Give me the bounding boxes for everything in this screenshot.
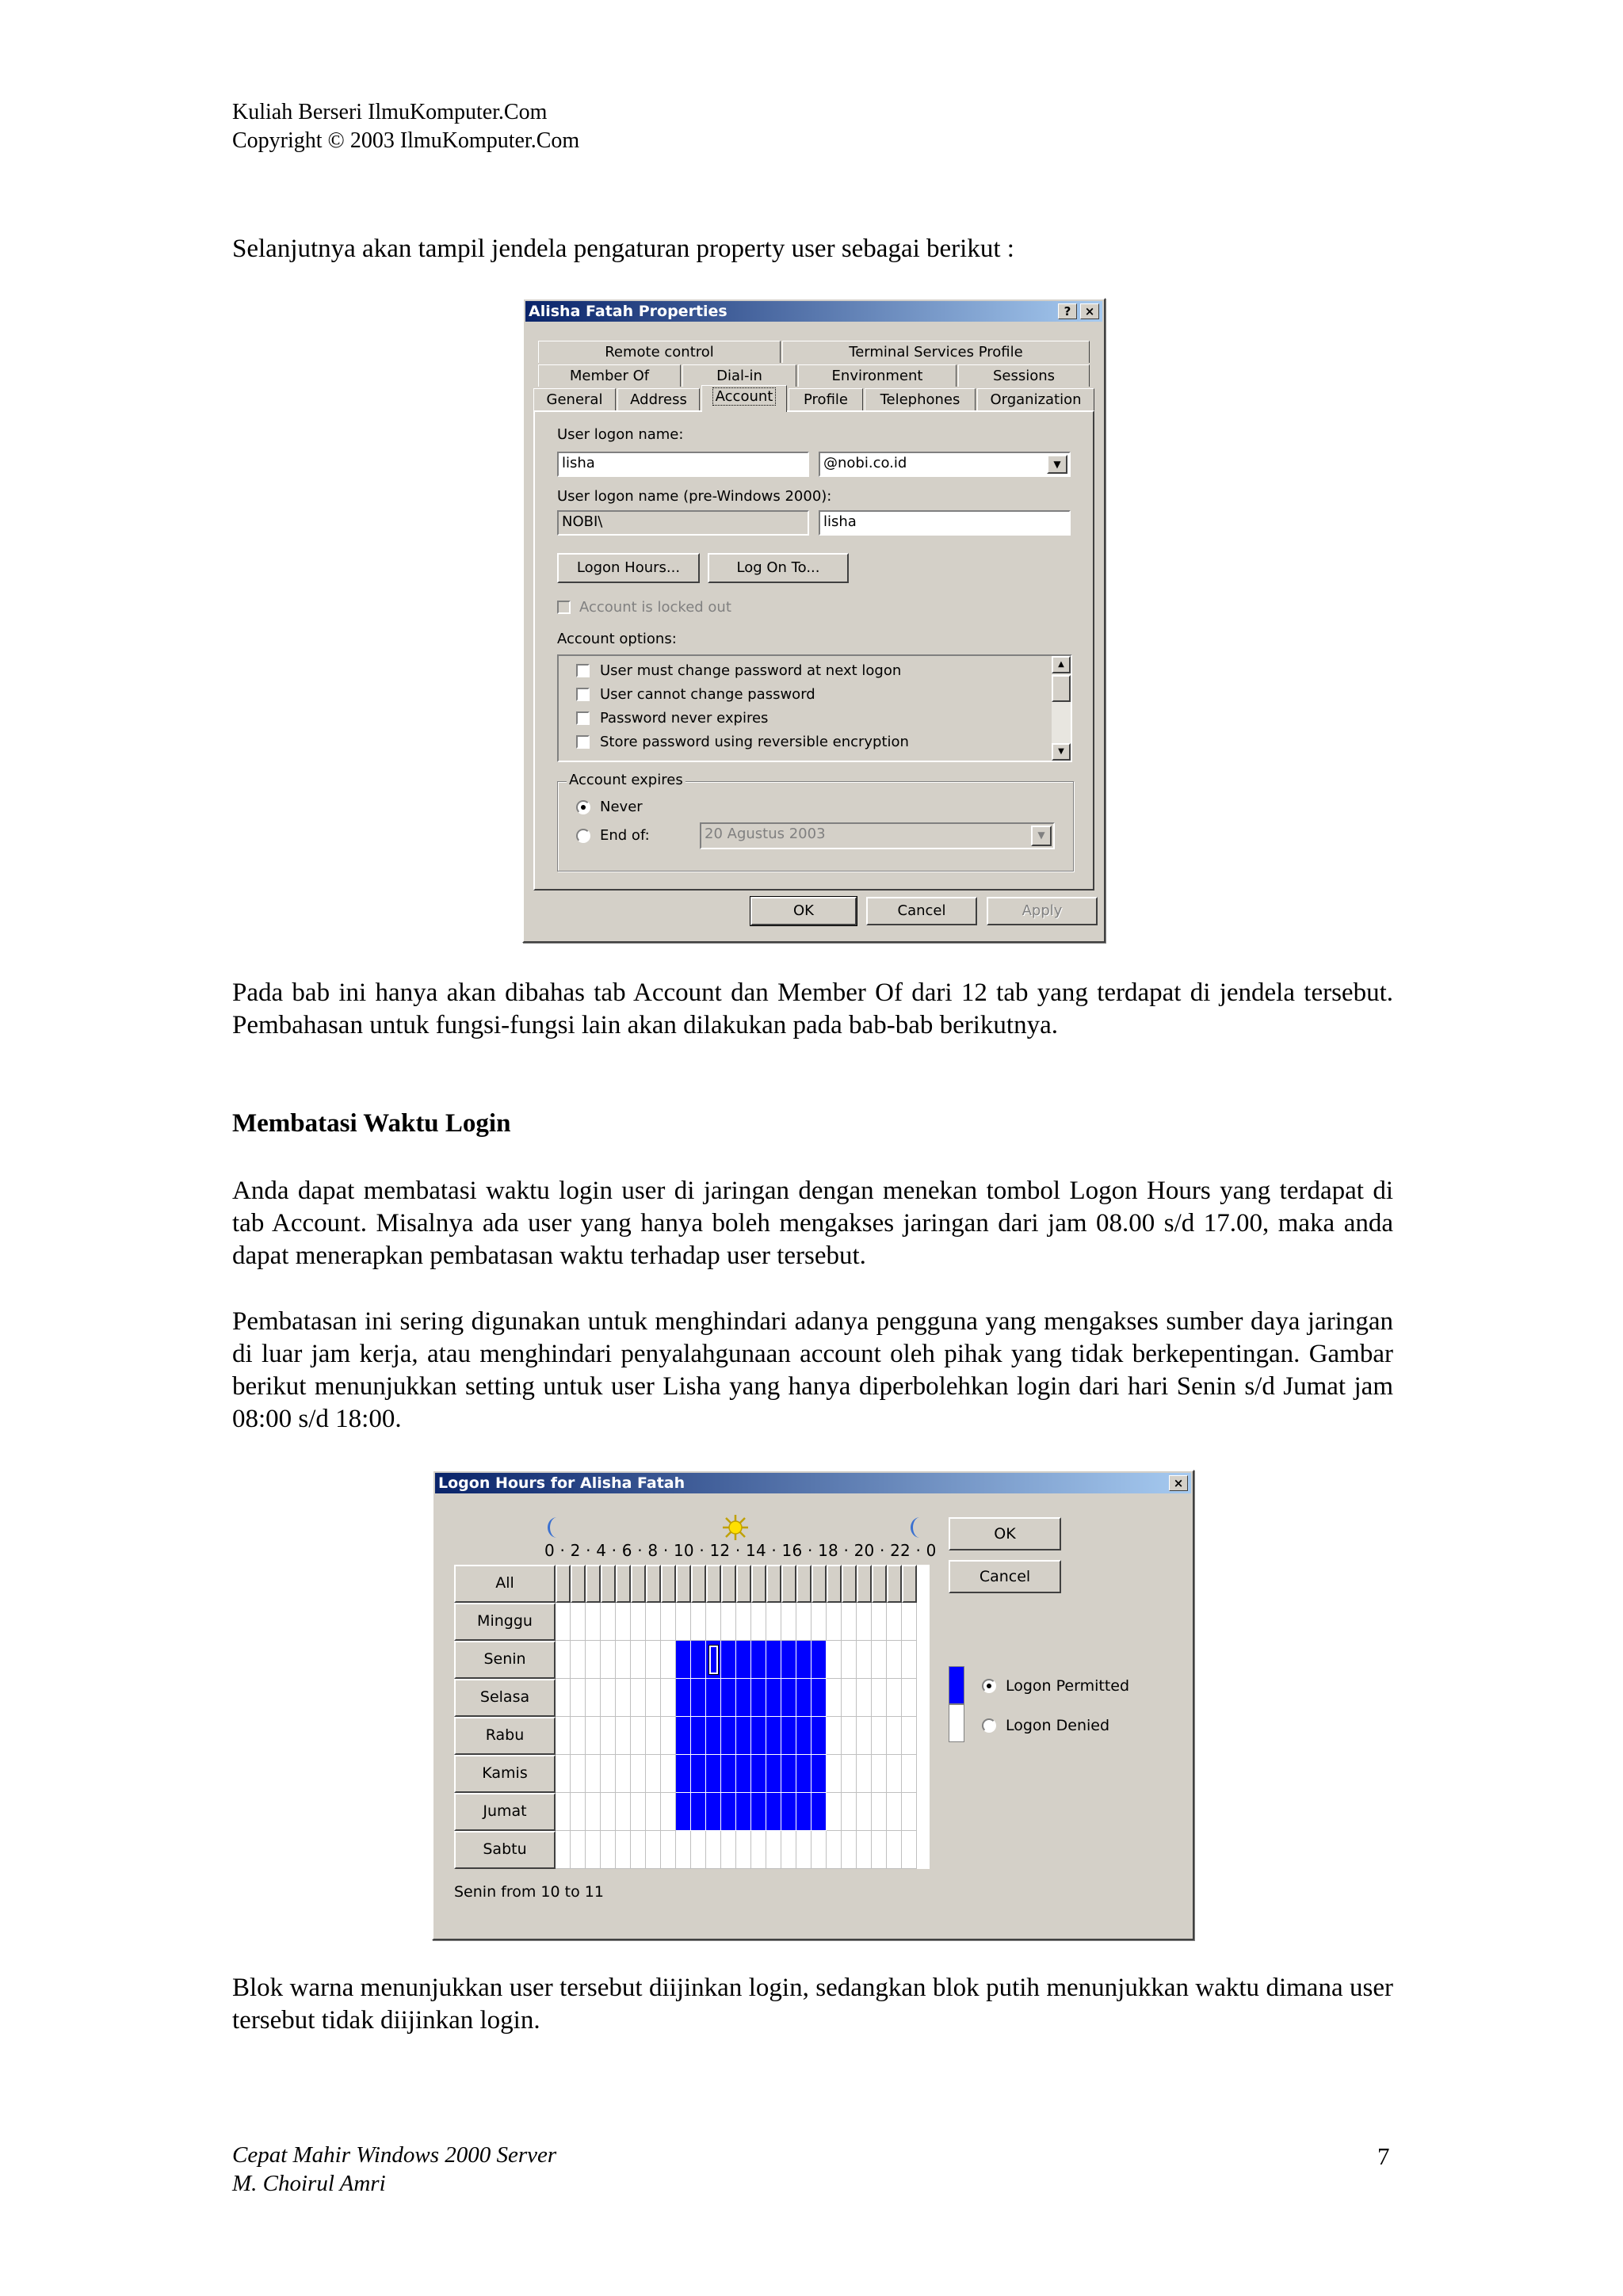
hour-column-button[interactable] [691, 1565, 706, 1603]
hour-column-button[interactable] [872, 1565, 887, 1603]
tab-sessions[interactable]: Sessions [958, 364, 1090, 387]
hour-column-button[interactable] [601, 1565, 616, 1603]
hour-cell-permitted[interactable] [736, 1717, 751, 1755]
hour-cell-denied[interactable] [827, 1831, 842, 1869]
header-line-1: Kuliah Berseri IlmuKomputer.Com [232, 100, 548, 124]
hour-cell-denied[interactable] [571, 1793, 586, 1831]
hour-cell-permitted[interactable] [706, 1793, 721, 1831]
hour-column-button[interactable] [827, 1565, 842, 1603]
hour-cell-denied[interactable] [661, 1793, 676, 1831]
hour-cell-denied[interactable] [601, 1717, 616, 1755]
hour-cell-denied[interactable] [827, 1641, 842, 1679]
hour-cell-denied[interactable] [556, 1755, 571, 1793]
tab-account[interactable]: Account [701, 385, 787, 412]
running-header [232, 98, 579, 155]
hour-cell-permitted[interactable] [736, 1679, 751, 1717]
never-radio[interactable] [576, 800, 590, 814]
hour-cell-denied[interactable] [661, 1679, 676, 1717]
hour-cell-denied[interactable] [616, 1831, 631, 1869]
hour-column-button[interactable] [902, 1565, 917, 1603]
hour-cell-denied[interactable] [601, 1755, 616, 1793]
tab-address[interactable]: Address [617, 388, 700, 410]
hour-cell-denied[interactable] [646, 1679, 661, 1717]
hour-cell-denied[interactable] [646, 1831, 661, 1869]
hour-column-button[interactable] [857, 1565, 872, 1603]
hour-cell-denied[interactable] [827, 1603, 842, 1641]
hour-cell-permitted[interactable] [751, 1641, 766, 1679]
tab-dial-in[interactable]: Dial-in [682, 364, 796, 387]
option-label: Password never expires [600, 710, 769, 727]
hour-cell-denied[interactable] [586, 1793, 601, 1831]
hour-cell-denied[interactable] [646, 1717, 661, 1755]
moon-icon [909, 1516, 928, 1539]
hour-cell-denied[interactable] [571, 1641, 586, 1679]
pre2000-logon-input[interactable]: lisha [819, 510, 1071, 536]
intro-text: Selanjutnya akan tampil jendela pengaturan property user sebagai berikut : [232, 235, 1014, 263]
hour-cell-permitted[interactable] [721, 1793, 736, 1831]
hour-cell-denied[interactable] [586, 1641, 601, 1679]
hour-cell-denied[interactable] [691, 1831, 706, 1869]
hour-cell-permitted[interactable] [796, 1793, 812, 1831]
hour-cell-denied[interactable] [631, 1679, 646, 1717]
footer-author: M. Choirul Amri [232, 2171, 386, 2196]
hour-cell-permitted[interactable] [766, 1755, 781, 1793]
hour-cell-permitted[interactable] [751, 1755, 766, 1793]
hour-cell-denied[interactable] [691, 1603, 706, 1641]
hour-cell-denied[interactable] [887, 1641, 902, 1679]
hour-cell-denied[interactable] [857, 1641, 872, 1679]
logon-permitted-radio[interactable] [982, 1679, 996, 1693]
hour-cell-denied[interactable] [902, 1755, 917, 1793]
footer [232, 2141, 556, 2198]
hour-cell-denied[interactable] [887, 1679, 902, 1717]
header-line-2: Copyright © 2003 IlmuKomputer.Com [232, 128, 580, 153]
ok-button[interactable]: OK [750, 897, 857, 925]
hour-cell-permitted[interactable] [751, 1793, 766, 1831]
hour-cell-permitted[interactable] [676, 1679, 691, 1717]
option-label: Store password using reversible encryption [600, 734, 909, 750]
hour-cell-denied[interactable] [586, 1831, 601, 1869]
hour-cell-permitted[interactable] [721, 1717, 736, 1755]
hour-cell-denied[interactable] [842, 1641, 857, 1679]
hour-cell-permitted[interactable] [706, 1755, 721, 1793]
hour-cell-denied[interactable] [616, 1679, 631, 1717]
hour-cell-permitted[interactable] [812, 1717, 827, 1755]
hour-cell-permitted[interactable] [812, 1641, 827, 1679]
hour-column-button[interactable] [766, 1565, 781, 1603]
hour-cell-permitted[interactable] [691, 1755, 706, 1793]
close-button[interactable]: × [1080, 303, 1099, 319]
account-options-list [557, 654, 1072, 762]
option-label: User must change password at next logon [600, 662, 902, 679]
hour-cell-permitted[interactable] [706, 1717, 721, 1755]
hour-column-button[interactable] [736, 1565, 751, 1603]
hour-cell-denied[interactable] [616, 1603, 631, 1641]
paragraph-1: Pada bab ini hanya akan dibahas tab Account dan Member Of dari 12 tab yang terdapat di jendela tersebut. Pembahasan untuk fungsi-fungsi lain akan dilakukan pada bab-bab berikutnya. [232, 978, 1393, 1039]
footer-title: Cepat Mahir Windows 2000 Server [232, 2142, 557, 2168]
tab-profile[interactable]: Profile [789, 388, 863, 410]
hour-cell-denied[interactable] [586, 1717, 601, 1755]
logon-hours-dialog [432, 1470, 1194, 1940]
hour-cell-permitted[interactable] [781, 1641, 796, 1679]
hour-cell-denied[interactable] [887, 1603, 902, 1641]
hour-cell-denied[interactable] [586, 1755, 601, 1793]
all-button[interactable]: All [454, 1565, 556, 1603]
hour-cell-denied[interactable] [812, 1831, 827, 1869]
hour-cell-denied[interactable] [571, 1755, 586, 1793]
close-button[interactable]: × [1169, 1475, 1188, 1491]
hours-scale: 0 · 2 · 4 · 6 · 8 · 10 · 12 · 14 · 16 · 18 · 20 · 22 · 0 [544, 1541, 937, 1560]
hour-cell-denied[interactable] [842, 1603, 857, 1641]
hour-cell-permitted[interactable] [766, 1793, 781, 1831]
domain-select[interactable] [819, 452, 1071, 477]
option-checkbox[interactable] [576, 711, 590, 725]
option-checkbox[interactable] [576, 735, 590, 749]
hour-cell-denied[interactable] [601, 1831, 616, 1869]
hour-cell-permitted[interactable] [736, 1755, 751, 1793]
hour-cell-permitted[interactable] [781, 1717, 796, 1755]
day-row-button[interactable]: Kamis [454, 1755, 556, 1793]
hour-cell-permitted[interactable] [676, 1717, 691, 1755]
hour-cell-denied[interactable] [872, 1603, 887, 1641]
sun-icon [722, 1514, 749, 1541]
hour-cell-denied[interactable] [736, 1603, 751, 1641]
hour-cell-denied[interactable] [646, 1793, 661, 1831]
hour-cell-denied[interactable] [571, 1603, 586, 1641]
status-text: Senin from 10 to 11 [454, 1883, 604, 1901]
properties-titlebar [525, 301, 1102, 322]
hour-cell-permitted[interactable] [812, 1755, 827, 1793]
day-row-button[interactable]: Selasa [454, 1679, 556, 1717]
logon-hours-titlebar [435, 1473, 1191, 1493]
hour-cell-denied[interactable] [661, 1641, 676, 1679]
hour-cell-denied[interactable] [751, 1603, 766, 1641]
logon-hours-grid[interactable] [454, 1565, 930, 1869]
hour-cell-denied[interactable] [872, 1717, 887, 1755]
hour-cell-denied[interactable] [676, 1831, 691, 1869]
hour-cell-denied[interactable] [842, 1831, 857, 1869]
tab-terminal-services-profile[interactable]: Terminal Services Profile [782, 341, 1090, 363]
tab-telephones[interactable]: Telephones [865, 388, 976, 410]
day-row-button[interactable]: Minggu [454, 1603, 556, 1641]
hour-cell-permitted[interactable] [706, 1679, 721, 1717]
cancel-button[interactable]: Cancel [949, 1560, 1061, 1593]
hour-cell-permitted[interactable] [691, 1717, 706, 1755]
hour-cell-denied[interactable] [902, 1679, 917, 1717]
hour-cell-denied[interactable] [857, 1831, 872, 1869]
properties-title: Alisha Fatah Properties [529, 303, 727, 320]
tab-environment[interactable]: Environment [798, 364, 957, 387]
help-button[interactable]: ? [1058, 303, 1077, 319]
hour-cell-denied[interactable] [812, 1603, 827, 1641]
hour-cell-denied[interactable] [781, 1831, 796, 1869]
apply-button: Apply [987, 897, 1098, 925]
day-row-button[interactable]: Rabu [454, 1717, 556, 1755]
hour-cell-denied[interactable] [601, 1793, 616, 1831]
hour-cell-denied[interactable] [887, 1831, 902, 1869]
hour-cell-denied[interactable] [902, 1603, 917, 1641]
hour-cell-denied[interactable] [661, 1831, 676, 1869]
hour-cell-denied[interactable] [601, 1679, 616, 1717]
hour-cell-permitted[interactable] [766, 1679, 781, 1717]
hour-cell-denied[interactable] [827, 1793, 842, 1831]
hour-cell-denied[interactable] [857, 1755, 872, 1793]
hour-column-button[interactable] [631, 1565, 646, 1603]
hour-cell-denied[interactable] [751, 1831, 766, 1869]
hour-cell-permitted[interactable] [781, 1755, 796, 1793]
hour-cell-denied[interactable] [842, 1679, 857, 1717]
hour-cell-denied[interactable] [857, 1717, 872, 1755]
domain-value: @nobi.co.id [823, 455, 907, 471]
section-heading: Membatasi Waktu Login [232, 1109, 511, 1138]
hour-cell-denied[interactable] [857, 1603, 872, 1641]
option-checkbox[interactable] [576, 664, 590, 677]
hour-cell-permitted[interactable] [812, 1793, 827, 1831]
paragraph-3: Pembatasan ini sering digunakan untuk menghindari adanya pengguna yang mengakses sumber daya jaringan di luar jam kerja, atau menghindari penyalahgunaan account oleh pihak yang tidak berkepentingan. Gambar berikut menunjukkan setting untuk user Lisha yang hanya diperbolehkan login dari hari Senin s/d Jumat jam 08:00 s/d 18:00. [232, 1307, 1393, 1433]
hour-cell-permitted[interactable] [736, 1793, 751, 1831]
hour-cell-denied[interactable] [872, 1831, 887, 1869]
hour-cell-denied[interactable] [556, 1717, 571, 1755]
hour-cell-permitted[interactable] [736, 1641, 751, 1679]
hour-column-button[interactable] [646, 1565, 661, 1603]
hour-cell-permitted[interactable] [721, 1755, 736, 1793]
hour-column-button[interactable] [721, 1565, 736, 1603]
hour-column-button[interactable] [796, 1565, 812, 1603]
hour-cell-permitted[interactable] [766, 1641, 781, 1679]
hour-cell-denied[interactable] [706, 1831, 721, 1869]
option-label: User cannot change password [600, 686, 815, 703]
hour-cell-denied[interactable] [571, 1679, 586, 1717]
hour-cell-denied[interactable] [706, 1603, 721, 1641]
hour-cell-permitted[interactable] [721, 1641, 736, 1679]
hour-cell-denied[interactable] [827, 1755, 842, 1793]
denied-swatch [949, 1704, 964, 1742]
hour-cell-denied[interactable] [631, 1717, 646, 1755]
hour-cell-denied[interactable] [902, 1717, 917, 1755]
account-options-label: Account options: [557, 631, 677, 647]
hour-cell-denied[interactable] [571, 1831, 586, 1869]
hour-cell-denied[interactable] [887, 1755, 902, 1793]
hour-cell-denied[interactable] [601, 1641, 616, 1679]
hour-cell-denied[interactable] [902, 1793, 917, 1831]
page-number: 7 [1377, 2142, 1390, 2170]
hour-cell-denied[interactable] [736, 1831, 751, 1869]
day-row-button[interactable]: Sabtu [454, 1831, 556, 1869]
hour-column-button[interactable] [887, 1565, 902, 1603]
hour-cell-denied[interactable] [556, 1679, 571, 1717]
scroll-up-icon[interactable]: ▲ [1052, 656, 1071, 673]
hour-cell-denied[interactable] [616, 1641, 631, 1679]
scroll-down-icon[interactable]: ▼ [1052, 743, 1071, 761]
tab-remote-control[interactable]: Remote control [538, 341, 781, 363]
end-of-radio[interactable] [576, 829, 590, 843]
hour-cell-denied[interactable] [556, 1831, 571, 1869]
hour-cell-denied[interactable] [872, 1793, 887, 1831]
hour-column-button[interactable] [812, 1565, 827, 1603]
hour-cell-denied[interactable] [556, 1603, 571, 1641]
hour-column-button[interactable] [676, 1565, 691, 1603]
hour-column-button[interactable] [751, 1565, 766, 1603]
hour-cell-denied[interactable] [887, 1717, 902, 1755]
hour-cell-permitted[interactable] [812, 1679, 827, 1717]
option-checkbox[interactable] [576, 688, 590, 701]
hour-cell-denied[interactable] [902, 1831, 917, 1869]
logon-permitted-label: Logon Permitted [1006, 1677, 1130, 1695]
hour-cell-permitted[interactable] [796, 1679, 812, 1717]
hour-cell-denied[interactable] [676, 1603, 691, 1641]
hour-cell-denied[interactable] [601, 1603, 616, 1641]
hour-cell-denied[interactable] [616, 1717, 631, 1755]
hour-cell-denied[interactable] [631, 1793, 646, 1831]
logon-hours-title: Logon Hours for Alisha Fatah [438, 1474, 685, 1492]
tab-organization[interactable]: Organization [977, 388, 1094, 410]
hour-column-button[interactable] [556, 1565, 571, 1603]
hour-cell-permitted[interactable] [691, 1793, 706, 1831]
user-logon-input[interactable]: lisha [557, 452, 809, 477]
hour-cell-denied[interactable] [781, 1603, 796, 1641]
chevron-down-icon: ▼ [1031, 826, 1052, 846]
paragraph-4: Blok warna menunjukkan user tersebut diijinkan login, sedangkan blok putih menunjukkan waktu dimana user tersebut tidak diijinkan login. [232, 1974, 1393, 2035]
hour-cell-denied[interactable] [857, 1793, 872, 1831]
hour-cell-denied[interactable] [586, 1603, 601, 1641]
hour-cell-denied[interactable] [857, 1679, 872, 1717]
never-label: Never [600, 799, 643, 815]
pre2000-label: User logon name (pre-Windows 2000): [557, 488, 832, 505]
hour-cell-denied[interactable] [827, 1717, 842, 1755]
hour-cell-denied[interactable] [661, 1717, 676, 1755]
paragraph-2: Anda dapat membatasi waktu login user di jaringan dengan menekan tombol Logon Hours yang terdapat di tab Account. Misalnya ada user yang hanya boleh mengakses jaringan dari jam 08.00 s/d 17.00, maka anda dapat menerapkan pembatasan waktu terhadap user tersebut. [232, 1177, 1393, 1270]
hour-cell-denied[interactable] [616, 1793, 631, 1831]
hour-cell-permitted[interactable] [781, 1793, 796, 1831]
hour-cell-permitted[interactable] [796, 1641, 812, 1679]
hour-cell-denied[interactable] [721, 1603, 736, 1641]
cancel-button[interactable]: Cancel [866, 897, 977, 925]
hour-column-button[interactable] [781, 1565, 796, 1603]
hour-cell-permitted[interactable] [766, 1717, 781, 1755]
end-date-picker [700, 822, 1055, 849]
hour-cell-permitted[interactable] [676, 1641, 691, 1679]
hour-cell-denied[interactable] [646, 1755, 661, 1793]
hour-cell-denied[interactable] [556, 1793, 571, 1831]
hour-cell-denied[interactable] [616, 1755, 631, 1793]
hour-cell-denied[interactable] [631, 1831, 646, 1869]
hour-cell-denied[interactable] [586, 1679, 601, 1717]
hour-cell-denied[interactable] [827, 1679, 842, 1717]
scroll-thumb[interactable] [1052, 675, 1071, 702]
hour-cell-denied[interactable] [796, 1831, 812, 1869]
chevron-down-icon[interactable]: ▼ [1047, 455, 1067, 474]
hour-cell-denied[interactable] [631, 1641, 646, 1679]
end-of-label: End of: [600, 827, 650, 844]
hour-column-button[interactable] [842, 1565, 857, 1603]
day-row-button[interactable]: Senin [454, 1641, 556, 1679]
hour-cell-denied[interactable] [872, 1755, 887, 1793]
logon-denied-radio[interactable] [982, 1718, 996, 1733]
hour-cell-permitted[interactable] [751, 1679, 766, 1717]
cell-focus-cursor [709, 1646, 718, 1674]
properties-dialog [522, 298, 1106, 943]
account-locked-label: Account is locked out [579, 599, 731, 616]
hour-column-button[interactable] [661, 1565, 676, 1603]
hour-cell-permitted[interactable] [676, 1793, 691, 1831]
hour-cell-denied[interactable] [842, 1793, 857, 1831]
hour-cell-denied[interactable] [661, 1755, 676, 1793]
hour-cell-denied[interactable] [556, 1641, 571, 1679]
hour-cell-denied[interactable] [842, 1755, 857, 1793]
hour-cell-denied[interactable] [796, 1603, 812, 1641]
tab-general[interactable]: General [533, 388, 616, 410]
tab-member-of[interactable]: Member Of [538, 364, 681, 387]
logon-denied-label: Logon Denied [1006, 1717, 1110, 1734]
hour-cell-denied[interactable] [631, 1603, 646, 1641]
hour-cell-permitted[interactable] [796, 1717, 812, 1755]
hour-cell-permitted[interactable] [781, 1679, 796, 1717]
hour-column-button[interactable] [616, 1565, 631, 1603]
hour-cell-permitted[interactable] [796, 1755, 812, 1793]
hour-cell-denied[interactable] [646, 1641, 661, 1679]
hour-cell-permitted[interactable] [751, 1717, 766, 1755]
hour-cell-denied[interactable] [631, 1755, 646, 1793]
hour-cell-denied[interactable] [887, 1793, 902, 1831]
hour-cell-denied[interactable] [571, 1717, 586, 1755]
permitted-swatch [949, 1666, 964, 1704]
hour-column-button[interactable] [706, 1565, 721, 1603]
logon-hours-button[interactable]: Logon Hours... [557, 553, 700, 583]
user-logon-label: User logon name: [557, 426, 684, 443]
hour-cell-denied[interactable] [872, 1679, 887, 1717]
hour-cell-permitted[interactable] [691, 1679, 706, 1717]
hour-cell-denied[interactable] [902, 1641, 917, 1679]
hour-cell-denied[interactable] [721, 1831, 736, 1869]
hour-cell-denied[interactable] [661, 1603, 676, 1641]
hour-cell-permitted[interactable] [721, 1679, 736, 1717]
hour-cell-denied[interactable] [872, 1641, 887, 1679]
day-row-button[interactable]: Jumat [454, 1793, 556, 1831]
hour-column-button[interactable] [571, 1565, 586, 1603]
account-locked-checkbox[interactable] [557, 601, 571, 614]
options-scrollbar[interactable] [1052, 656, 1071, 761]
account-expires-label: Account expires [567, 772, 685, 788]
hour-cell-permitted[interactable] [676, 1755, 691, 1793]
hour-cell-permitted[interactable] [691, 1641, 706, 1679]
end-date-value: 20 Agustus 2003 [705, 826, 826, 842]
pre2000-domain-field: NOBI\ [557, 510, 809, 536]
hour-cell-denied[interactable] [766, 1603, 781, 1641]
hour-cell-denied[interactable] [766, 1831, 781, 1869]
log-on-to-button[interactable]: Log On To... [708, 553, 849, 583]
hour-cell-denied[interactable] [842, 1717, 857, 1755]
hour-cell-denied[interactable] [646, 1603, 661, 1641]
ok-button[interactable]: OK [949, 1517, 1061, 1550]
moon-icon [546, 1516, 565, 1539]
hour-column-button[interactable] [586, 1565, 601, 1603]
